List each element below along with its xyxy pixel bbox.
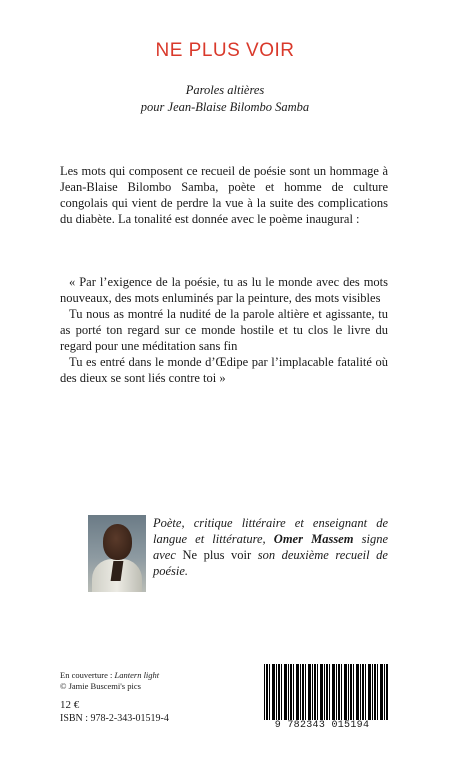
author-bio bbox=[153, 515, 388, 579]
bio-text-3: son deuxième recueil de poésie. bbox=[153, 548, 388, 578]
poem-quote bbox=[60, 274, 388, 386]
isbn: ISBN : 978-2-343-01519-4 bbox=[60, 713, 169, 724]
photo-credit: © Jamie Buscemi's pics bbox=[60, 681, 141, 691]
intro-paragraph: Les mots qui composent ce recueil de poésie sont un hommage à Jean-Blaise Bilombo Samba, poète et homme de culture congolais qui vient de perdre la vue à la suite des complications du diabète. La tonalité est donnée avec le poème inaugural : bbox=[60, 164, 388, 226]
cover-credit-label: En couverture : bbox=[60, 670, 115, 680]
quote-stanza-3: Tu es entré dans le monde d’Œdipe par l’implacable fatalité où des dieux se sont liés contre toi » bbox=[60, 355, 388, 385]
quote-stanza-2: Tu nous as montré la nudité de la parole altière et agissante, tu as porté ton regard sur ce monde hostile et tu clos le livre du regard pour une méditation sans fin bbox=[60, 307, 388, 353]
book-title: NE PLUS VOIR bbox=[155, 40, 295, 61]
book-name: Ne plus voir bbox=[182, 548, 252, 562]
barcode bbox=[256, 664, 388, 731]
quote-stanza-1: « Par l’exigence de la poésie, tu as lu le monde avec des mots nouveaux, des mots enluminés par la peinture, des mots visibles bbox=[60, 275, 388, 305]
cover-credit-title: Lantern light bbox=[114, 670, 160, 680]
subtitle-line-2: pour Jean-Blaise Bilombo Samba bbox=[140, 100, 310, 114]
cover-credit bbox=[60, 670, 159, 680]
bio-text-1: Poète, critique littéraire et enseignant de langue et littérature, bbox=[153, 516, 388, 546]
bio-text-2: signe avec bbox=[153, 532, 388, 562]
subtitle-line-1: Paroles altières bbox=[185, 83, 265, 97]
barcode-digits: 9 782343 015194 bbox=[256, 720, 388, 731]
author-name: Omer Massem bbox=[273, 532, 354, 546]
author-photo bbox=[88, 515, 146, 592]
barcode-bars bbox=[264, 664, 388, 721]
price: 12 € bbox=[60, 699, 80, 711]
